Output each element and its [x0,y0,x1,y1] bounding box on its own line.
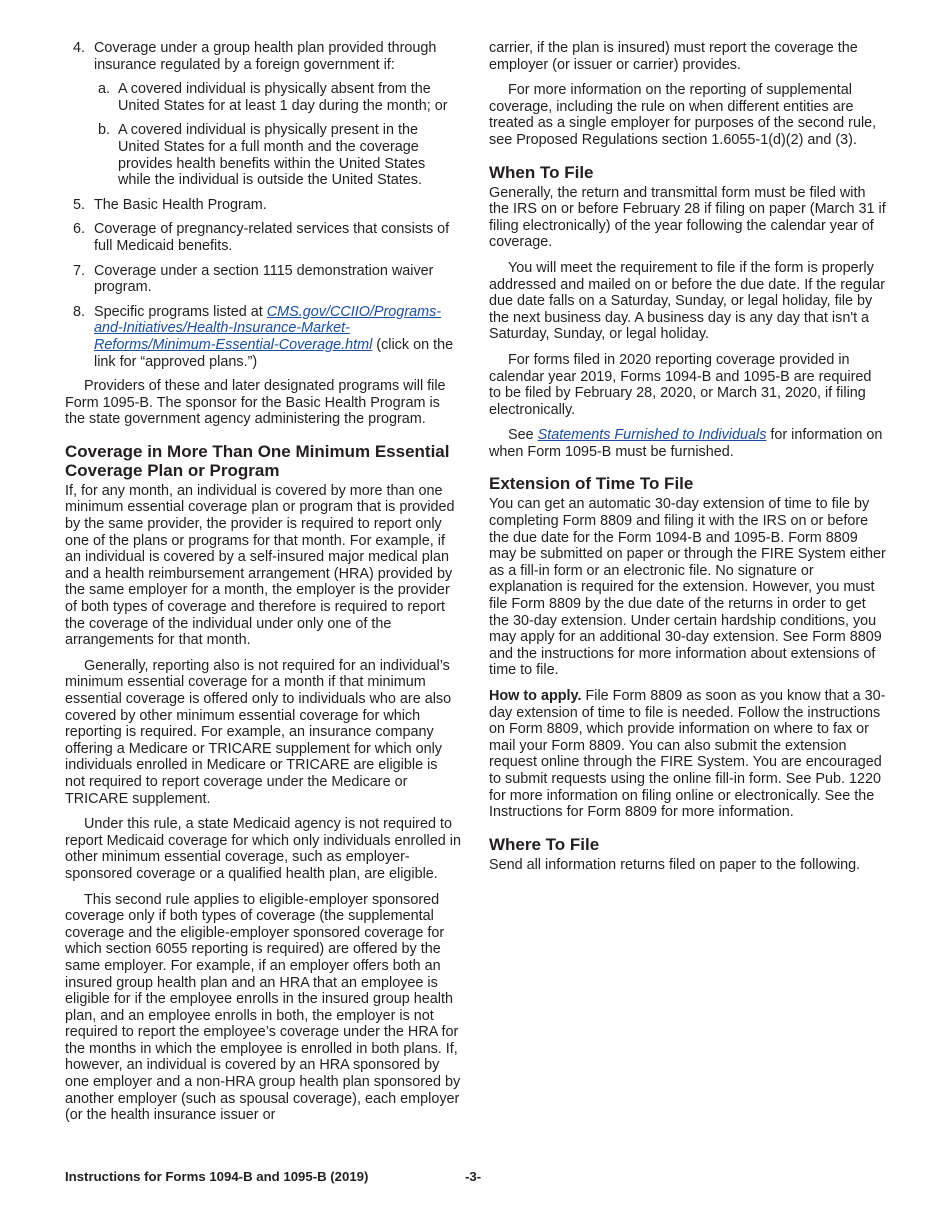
list-item-text: (click on the link for “approved plans.”) [94,336,454,370]
sub-list-marker: a. [98,81,111,98]
list-item-text: Coverage under a section 1115 demonstration waiver program. [94,262,434,296]
list-item [73,196,461,214]
coverage-paragraph: If, for any month, an individual is covered by more than one minimum essential coverage plan or program that is provided by the same provider, the provider is required to report only one of the plans or programs for that month. For example, if an individual is covered by a self-insured major medical plan and a health reimbursement arrangement (HRA) provided by the same employer for a month, the employer is the provider of both types of coverage and therefore is required to report the coverage of the individual under only one of the arrangements for that month. [65,482,455,649]
list-marker: 4. [73,40,86,56]
where-paragraph: Send all information returns filed on paper to the following. [489,856,861,873]
when-paragraph: Generally, the return and transmittal form must be filed with the IRS on or before February 28 if filing on paper (March 31 if filing electronically) of the year following the calendar year of coverage. [489,184,886,251]
sub-list [94,81,461,189]
list-item-text: Coverage of pregnancy-related services that consists of full Medicaid benefits. [94,221,450,254]
when-paragraph: For forms filed in 2020 reporting coverage provided in calendar year 2019, Forms 1094-B and 1095-B are required to be filed by February 28, 2020, or March 31, 2020, if filing electronically. [489,351,872,418]
sub-list-text: A covered individual is physically present in the United States for a full month and the coverage provides health benefits within the United States while the individual is outside the United States. [118,122,426,189]
sub-list-marker: b. [98,122,111,139]
when-paragraph: You will meet the requirement to file if the form is properly addressed and mailed on or before the due date. If the regular due date falls on a Saturday, Sunday, or legal holiday, file by the next business day. A business day is any day that isn't a Saturday, Sunday, or legal holiday. [489,259,886,343]
see-text: See [508,427,538,444]
providers-paragraph: Providers of these and later designated programs will file Form 1095-B. The sponsor for the Basic Health Program is the state government agency administering the program. [65,378,446,428]
coverage-paragraph: This second rule applies to eligible-employer sponsored coverage only if both types of coverage (the supplemental coverage and the eligible-employer sponsored coverage for which section 6055 reporting is required) are offered by the same employer. For example, if an employer offers both an insured group health plan and an HRA that an employee is eligible for if the employee enrolls in the insured group health plan, and an employee enrolls in both, the employer is not required to report the employee’s coverage under the HRA for the months in which the employee is enrolled in both plans. If, however, an individual is covered by an HRA sponsored by one employer and a non-HRA group health plan sponsored by another employer (such as spousal coverage), each employer (or the health insurance issuer or [65,891,461,1124]
cms-programs-link[interactable]: CMS.gov/CCIIO/Programs-and-Initiatives/Health-Insurance-Market-Reforms/Minimum-Essential-Coverage.html [94,303,442,353]
left-column [65,40,461,1133]
when-to-file-heading: When To File [489,162,594,182]
see-statements-paragraph [489,427,887,460]
extension-paragraph: You can get an automatic 30-day extension of time to file by completing Form 8809 and filing it with the IRS on or before the due date for the Form 1094-B and 1095-B. Form 8809 may be submitted on paper or through the FIRE System either as a fill-in form or an electronic file. No signature or explanation is required for the extension. However, you must file Form 8809 by the due date of the returns in order to get the 30-day extension. Under certain hardship conditions, you may apply for an additional 30-day extension. See Form 8809 and the instructions for more information about extensions of time to file. [489,496,886,679]
how-to-apply-text: File Form 8809 as soon as you know that a 30-day extension of time to file is needed. Follow the instructions on Form 8809, which provide information on where to fax or mail your Form 8809. You can also submit the extension request online through the FIRE System. You are encouraged to submit requests using the online fill-in form. See Pub. 1220 for more information on filing online or electronically. See the Instructions for Form 8809 for more information. [489,688,886,821]
supplemental-paragraph: For more information on the reporting of supplemental coverage, including the rule on when different entities are treated as a single employer for purposes of the second rule, see Proposed Regulations section 1.6055-1(d)(2) and (3). [489,82,877,148]
statements-furnished-link[interactable]: Statements Furnished to Individuals [537,427,767,444]
page-number: -3- [465,1169,482,1184]
list-item [73,303,461,370]
list-item [73,221,461,254]
list-marker: 8. [73,303,86,320]
sub-list-text: A covered individual is physically absent from the United States for at least 1 day during the month; or [118,81,448,114]
extension-heading: Extension of Time To File [489,474,694,494]
list-item-text: Coverage under a group health plan provided through insurance regulated by a foreign government if: [94,40,437,73]
list-item [73,262,461,296]
list-item-text: The Basic Health Program. [94,196,267,213]
list-item-text: Specific programs listed at [94,303,267,320]
see-text: for information on when Form 1095-B must be furnished. [489,427,883,460]
continuation-paragraph: carrier, if the plan is insured) must report the coverage the employer (or issuer or carrier) provides. [489,40,858,73]
coverage-paragraph: Under this rule, a state Medicaid agency is not required to report Medicaid coverage for which only individuals enrolled in other minimum essential coverage, such as employer-sponsored coverage or a qualified health plan, are eligible. [65,816,461,882]
list-item [73,40,461,189]
where-to-file-heading: Where To File [489,834,600,854]
sub-list-item [98,81,461,114]
coverage-heading: Coverage in More Than One Minimum Essential Coverage Plan or Program [65,441,450,480]
coverage-list [65,40,461,370]
how-to-apply-paragraph [489,688,887,821]
how-to-apply-label: How to apply. [489,688,582,704]
footer-title: Instructions for Forms 1094-B and 1095-B (2019) [65,1169,369,1184]
right-column [489,40,887,882]
sub-list-item [98,122,461,189]
coverage-paragraph: Generally, reporting also is not required for an individual’s minimum essential coverage for a month if that minimum essential coverage is offered only to individuals who are also covered by other minimum essential coverage for which reporting is required. For example, an insurance company offering a Medicare or TRICARE supplement for which only individuals enrolled in Medicare or TRICARE are eligible is not required to report coverage under the Medicare or TRICARE supplement. [65,657,452,807]
page-footer [65,1169,887,1187]
list-marker: 7. [73,262,86,279]
list-marker: 6. [73,221,86,238]
list-marker: 5. [73,196,86,213]
